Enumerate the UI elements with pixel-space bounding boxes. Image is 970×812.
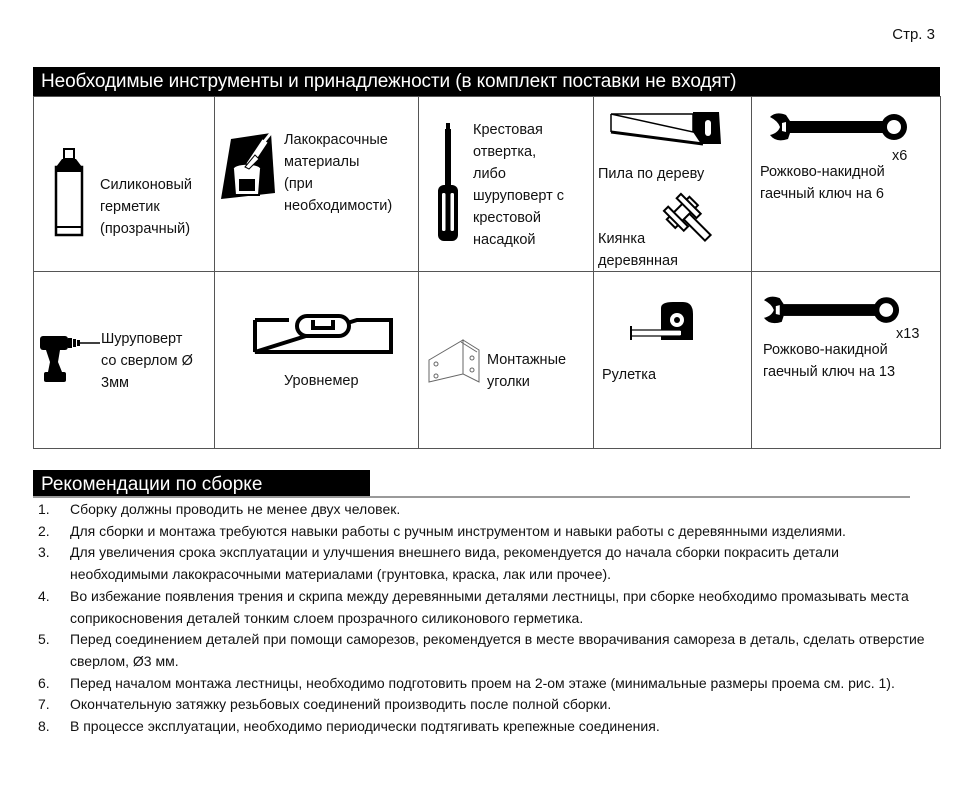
wrench-icon	[762, 294, 902, 328]
wrench-icon	[768, 111, 910, 145]
item-text: Для увеличения срока эксплуатации и улучшения внешнего вида, рекомендуется до начала сборки покрасить детали необходимыми лакокрасочными материалами (грунтовка, краска, лак или прочее).	[70, 544, 839, 583]
tool-label-line: деревянная	[598, 253, 678, 269]
list-item	[38, 694, 938, 716]
recommendations-title: Рекомендации по сборке	[33, 470, 370, 497]
item-text: Сборку должны проводить не менее двух человек.	[70, 501, 401, 517]
tool-cell-bracket	[419, 272, 594, 449]
tool-cell-saw-mallet	[594, 97, 752, 272]
item-text: В процессе эксплуатации, необходимо периодически подтягивать крепежные соединения.	[70, 718, 660, 735]
saw-icon	[609, 110, 725, 146]
quantity-label: x13	[896, 326, 920, 342]
list-item	[38, 629, 938, 672]
tool-label-line: (прозрачный)	[100, 221, 191, 237]
sealant-tube-icon	[52, 147, 88, 239]
item-number: 1.	[38, 501, 50, 517]
tool-label-line: материалы	[284, 154, 360, 170]
item-number: 7.	[38, 696, 50, 713]
tool-label-line: гаечный ключ на 6	[760, 186, 885, 202]
item-text: Перед началом монтажа лестницы, необходимо подготовить проем на 2-ом этаже (минимальные размеры проема см. рис. 1).	[70, 674, 895, 691]
tool-label-line: 3мм	[101, 375, 130, 391]
tools-table	[33, 96, 941, 449]
tool-cell-wrench-13	[752, 272, 941, 449]
item-text: Для сборки и монтажа требуются навыки работы с ручным инструментом и навыки работы с деревянными изделиями.	[70, 522, 846, 539]
spirit-level-icon	[253, 314, 393, 354]
recommendations-list	[38, 499, 938, 738]
tool-label-line: Лакокрасочные	[284, 132, 388, 148]
page-number: Стр. 3	[892, 26, 935, 43]
tool-label-line: Шуруповерт	[101, 331, 183, 347]
tool-label-line: Монтажные	[487, 352, 567, 368]
tool-cell-wrench-6	[752, 97, 941, 272]
item-text: Перед соединением деталей при помощи саморезов, рекомендуется в месте вворачивания самореза в деталь, сделать отверстие сверлом, Ø3 мм.	[70, 631, 925, 669]
tool-label-line: Крестовая	[473, 122, 543, 138]
tape-measure-icon	[629, 300, 695, 342]
item-number: 5.	[38, 631, 50, 648]
tool-cell-sealant	[34, 97, 215, 272]
tool-label-line: необходимости)	[284, 198, 393, 214]
tool-label-line: шуруповерт с	[473, 188, 565, 204]
tool-label-line: Рожково-накидной	[760, 164, 885, 180]
list-item	[38, 521, 938, 543]
tool-label-line: либо	[473, 166, 506, 182]
tool-label-line: (при	[284, 176, 313, 192]
list-item	[38, 499, 938, 521]
saw-label: Пила по дереву	[598, 166, 705, 182]
tool-label-line: крестовой	[473, 210, 541, 226]
tool-label-line: насадкой	[473, 232, 536, 248]
tools-section-title: Необходимые инструменты и принадлежности (в комплект поставки не входят)	[33, 67, 940, 96]
tool-label-line: Киянка	[598, 231, 646, 247]
tape-label: Рулетка	[602, 367, 657, 383]
screwdriver-icon	[437, 123, 459, 241]
item-number: 2.	[38, 522, 50, 539]
item-number: 6.	[38, 674, 50, 691]
tool-cell-tape-measure	[594, 272, 752, 449]
item-number: 3.	[38, 544, 50, 561]
tool-label-line: Рожково-накидной	[763, 342, 888, 358]
level-label: Уровнемер	[284, 373, 359, 389]
tool-cell-paint	[215, 97, 419, 272]
tool-label-line: гаечный ключ на 13	[763, 364, 896, 380]
tool-cell-level	[215, 272, 419, 449]
item-number: 4.	[38, 587, 50, 604]
quantity-label: x6	[892, 148, 908, 164]
list-item	[38, 673, 938, 695]
recommendations-divider	[33, 496, 910, 498]
tool-label-line: со сверлом Ø	[101, 353, 193, 369]
tool-cell-screwdriver	[419, 97, 594, 272]
tool-label-line: отвертка,	[473, 144, 537, 160]
item-text: Во избежание появления трения и скрипа между деревянными деталями лестницы, при сборке необходимо промазывать места соприкосновения деталей тонким слоем прозрачного силиконового герметика.	[70, 587, 909, 626]
list-item	[38, 586, 938, 629]
paint-bucket-brush-icon	[219, 129, 281, 201]
tool-label-line: уголки	[487, 374, 530, 390]
list-item	[38, 716, 938, 738]
item-text: Окончательную затяжку резьбовых соединений производить после полной сборки.	[70, 696, 612, 713]
list-item	[38, 542, 938, 585]
drill-icon	[38, 334, 102, 384]
mounting-bracket-icon	[427, 336, 483, 384]
tool-label-line: Силиконовый	[100, 177, 192, 193]
tool-label-line: герметик	[100, 199, 160, 215]
tool-cell-drill	[34, 272, 215, 449]
item-number: 8.	[38, 718, 50, 735]
